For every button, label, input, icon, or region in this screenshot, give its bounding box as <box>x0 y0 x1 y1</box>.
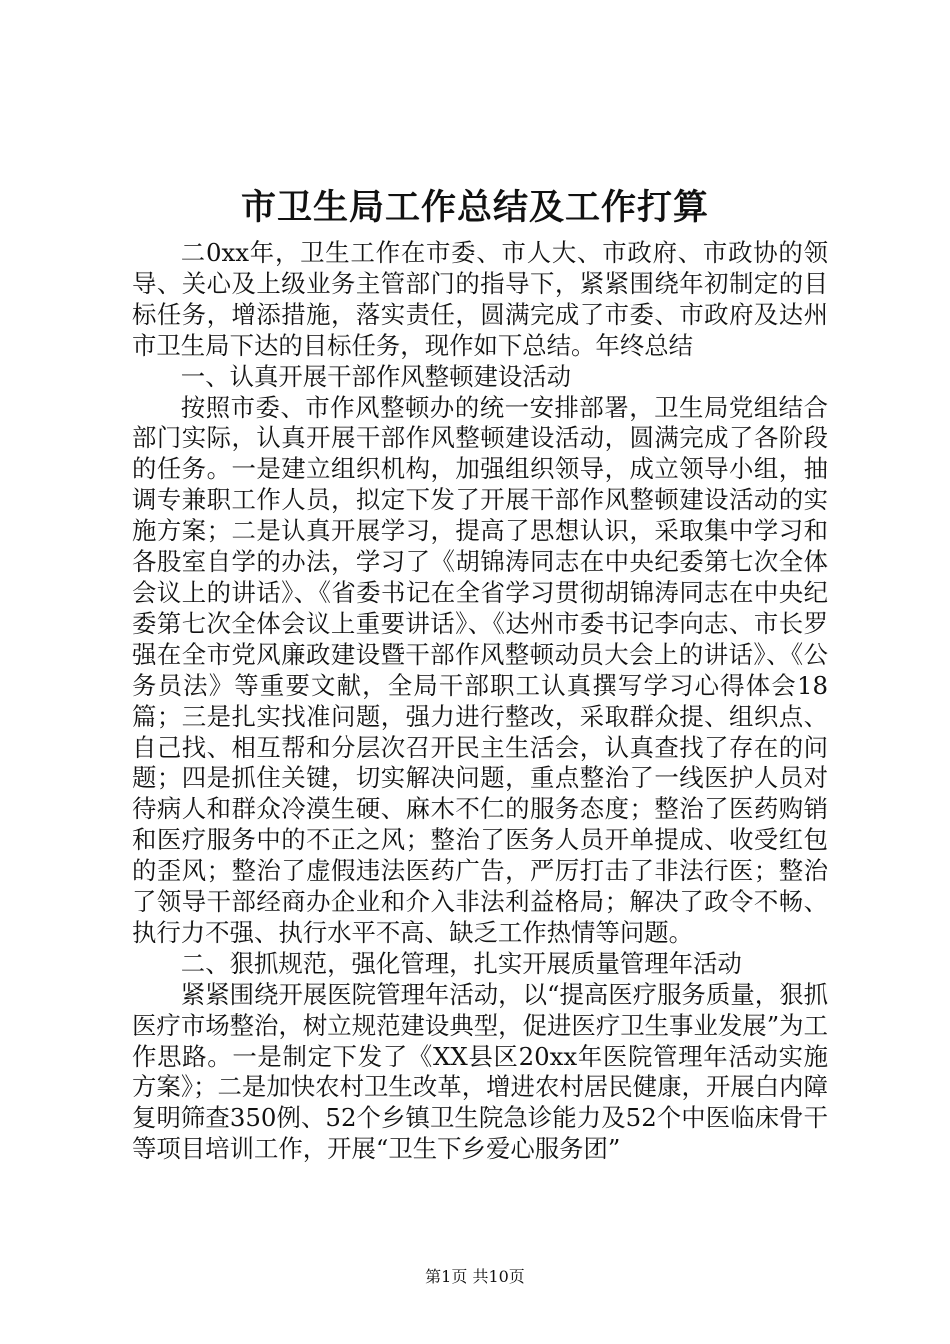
section-paragraph-2: 紧紧围绕开展医院管理年活动，以“提高医疗服务质量，狠抓医疗市场整治，树立规范建设典型，促进医疗卫生事业发展”为工作思路。一是制定下发了《XX县区20xx年医院管理年活动实施方案》；二是加快农村卫生改革，增进农村居民健康，开展白内障复明筛查350例、52个乡镇卫生院急诊能力及52个中医临床骨干等项目培训工作，开展“卫生下乡爱心服务团” <box>132 979 828 1164</box>
intro-paragraph: 二0xx年，卫生工作在市委、市人大、市政府、市政协的领导、关心及上级业务主管部门的指导下，紧紧围绕年初制定的目标任务，增添措施，落实责任，圆满完成了市委、市政府及达州市卫生局下达的目标任务，现作如下总结。年终总结 <box>132 238 828 360</box>
section-heading-1: 一、认真开展干部作风整顿建设活动 <box>180 361 572 391</box>
document-title: 市卫生局工作总结及工作打算 <box>240 187 709 228</box>
page-number-footer: 第1页 共10页 <box>425 1267 525 1286</box>
section-heading-2: 二、狠抓规范，强化管理，扎实开展质量管理年活动 <box>180 948 742 978</box>
document-body <box>132 238 828 1165</box>
section-paragraph-1: 按照市委、市作风整顿办的统一安排部署，卫生局党组结合部门实际，认真开展干部作风整顿建设活动，圆满完成了各阶段的任务。一是建立组织机构，加强组织领导，成立领导小组，抽调专兼职工作人员，拟定下发了开展干部作风整顿建设活动的实施方案；二是认真开展学习，提高了思想认识，采取集中学习和各股室自学的办法，学习了《胡锦涛同志在中央纪委第七次全体会议上的讲话》、《省委书记在全省学习贯彻胡锦涛同志在中央纪委第七次全体会议上重要讲话》、《达州市委书记李向志、市长罗强在全市党风廉政建设暨干部作风整顿动员大会上的讲话》、《公务员法》等重要文献，全局干部职工认真撰写学习心得体会18篇；三是扎实找准问题，强力进行整改，采取群众提、组织点、自己找、相互帮和分层次召开民主生活会，认真查找了存在的问题；四是抓住关键，切实解决问题，重点整治了一线医护人员对待病人和群众冷漠生硬、麻木不仁的服务态度；整治了医药购销和医疗服务中的不正之风；整治了医务人员开单提成、收受红包的歪风；整治了虚假违法医药广告，严厉打击了非法行医；整治了领导干部经商办企业和介入非法利益格局；解决了政令不畅、执行力不强、执行水平不高、缺乏工作热情等问题。 <box>132 392 828 947</box>
